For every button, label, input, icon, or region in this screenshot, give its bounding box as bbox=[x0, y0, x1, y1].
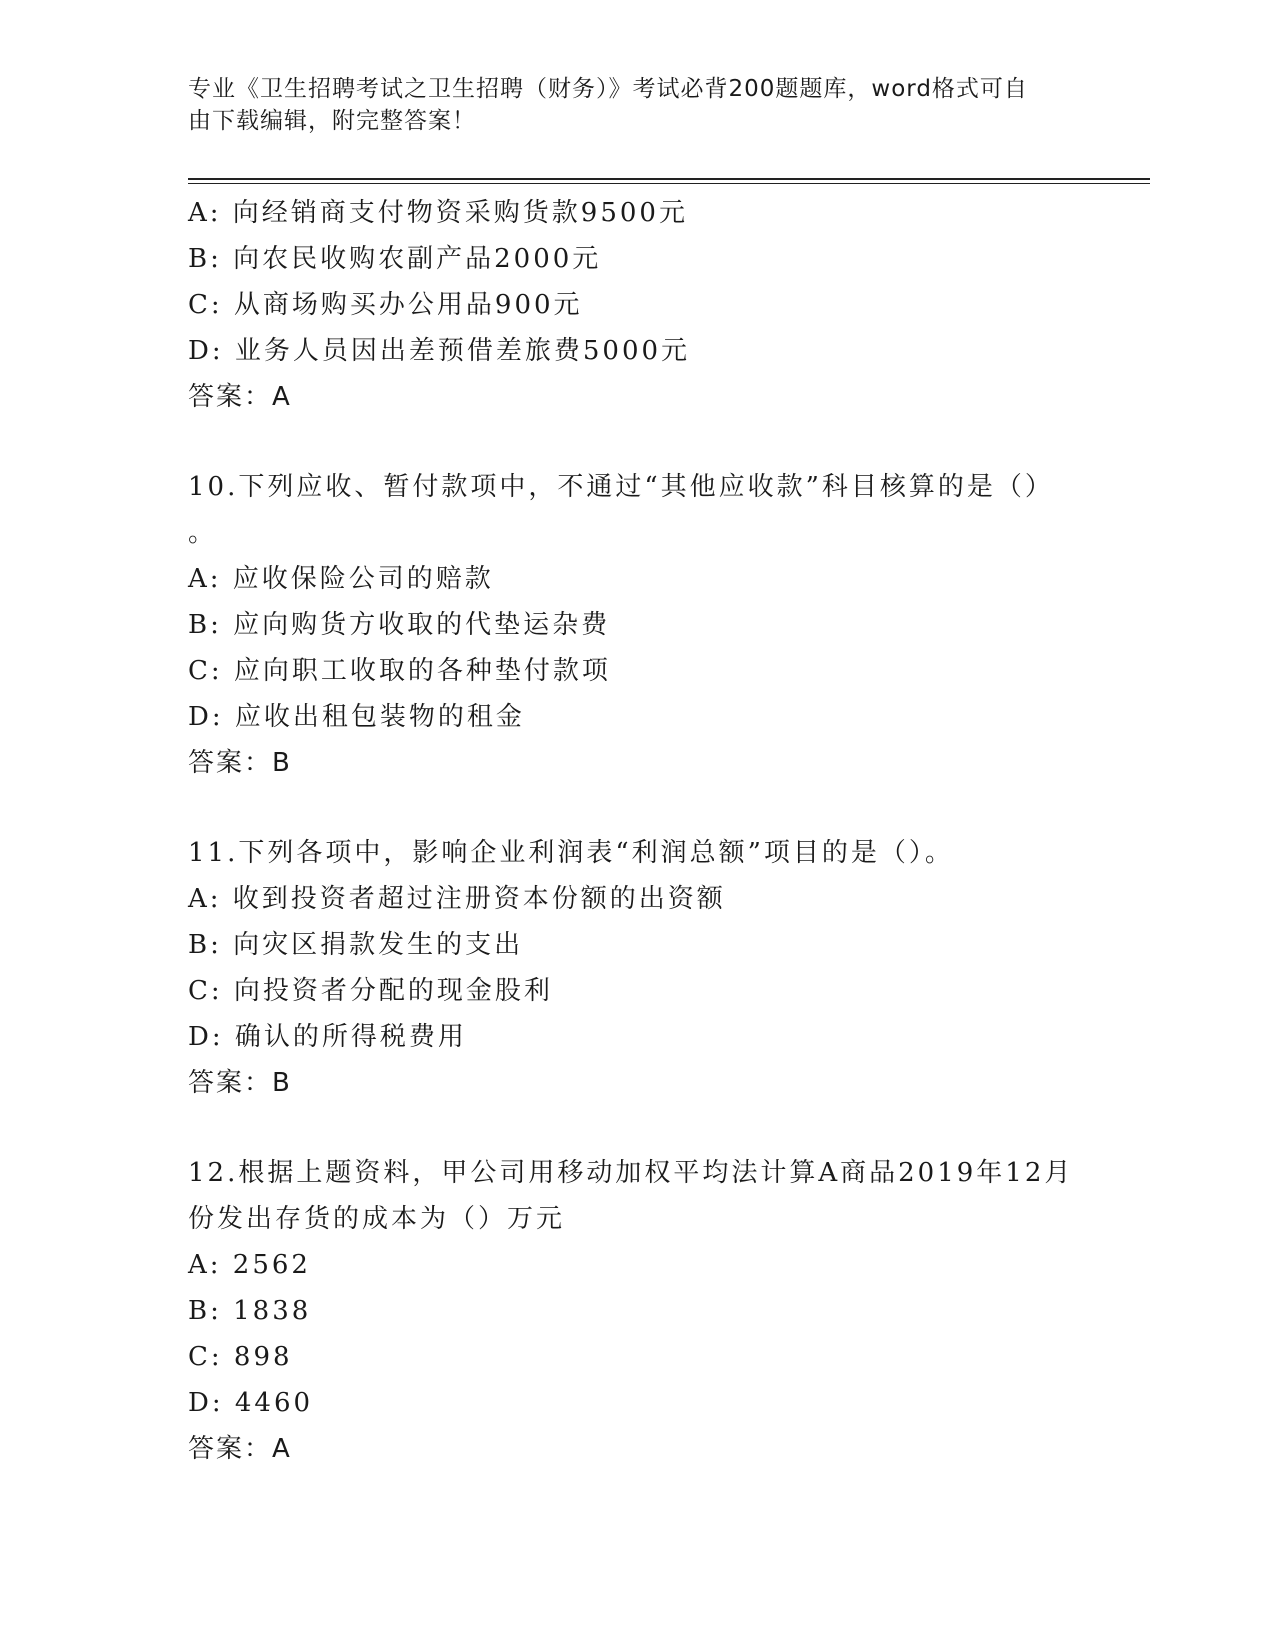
question-block-9 bbox=[188, 190, 1088, 420]
option-b: B: 向灾区捐款发生的支出 bbox=[188, 930, 524, 960]
option-c: C: 从商场购买办公用品900元 bbox=[188, 290, 583, 320]
header-divider-thin bbox=[188, 183, 1150, 184]
question-title: 12.根据上题资料，甲公司用移动加权平均法计算A商品2019年12月 bbox=[188, 1158, 1074, 1188]
option-d: D: 4460 bbox=[188, 1388, 314, 1418]
document-header bbox=[188, 73, 1068, 137]
option-c: C: 应向职工收取的各种垫付款项 bbox=[188, 656, 611, 686]
question-block-12 bbox=[188, 1150, 1088, 1472]
answer-label: 答案：A bbox=[188, 382, 292, 412]
option-b: B: 1838 bbox=[188, 1296, 312, 1326]
option-c: C: 向投资者分配的现金股利 bbox=[188, 976, 553, 1006]
question-block-11 bbox=[188, 830, 1088, 1106]
option-b: B: 应向购货方收取的代垫运杂费 bbox=[188, 610, 611, 640]
question-title-cont: 。 bbox=[188, 518, 218, 548]
header-line-1: 专业《卫生招聘考试之卫生招聘（财务）》考试必背200题题库，word格式可自 bbox=[188, 76, 1028, 102]
question-list bbox=[188, 190, 1088, 1472]
option-d: D: 确认的所得税费用 bbox=[188, 1022, 467, 1052]
answer-label: 答案：B bbox=[188, 1068, 292, 1098]
option-a: A: 向经销商支付物资采购货款9500元 bbox=[188, 198, 688, 228]
header-line-2: 由下载编辑，附完整答案！ bbox=[188, 108, 476, 134]
question-title-cont: 份发出存货的成本为（）万元 bbox=[188, 1204, 566, 1234]
option-a: A: 2562 bbox=[188, 1250, 311, 1280]
option-d: D: 业务人员因出差预借差旅费5000元 bbox=[188, 336, 691, 366]
option-c: C: 898 bbox=[188, 1342, 293, 1372]
option-a: A: 收到投资者超过注册资本份额的出资额 bbox=[188, 884, 726, 914]
question-title: 11.下列各项中，影响企业利润表“利润总额”项目的是（）。 bbox=[188, 838, 954, 868]
option-b: B: 向农民收购农副产品2000元 bbox=[188, 244, 602, 274]
answer-label: 答案：B bbox=[188, 748, 292, 778]
question-block-10 bbox=[188, 464, 1088, 786]
answer-label: 答案：A bbox=[188, 1434, 292, 1464]
option-a: A: 应收保险公司的赔款 bbox=[188, 564, 494, 594]
option-d: D: 应收出租包装物的租金 bbox=[188, 702, 525, 732]
question-title: 10.下列应收、暂付款项中，不通过“其他应收款”科目核算的是（） bbox=[188, 472, 1054, 502]
header-divider-thick bbox=[188, 178, 1150, 180]
